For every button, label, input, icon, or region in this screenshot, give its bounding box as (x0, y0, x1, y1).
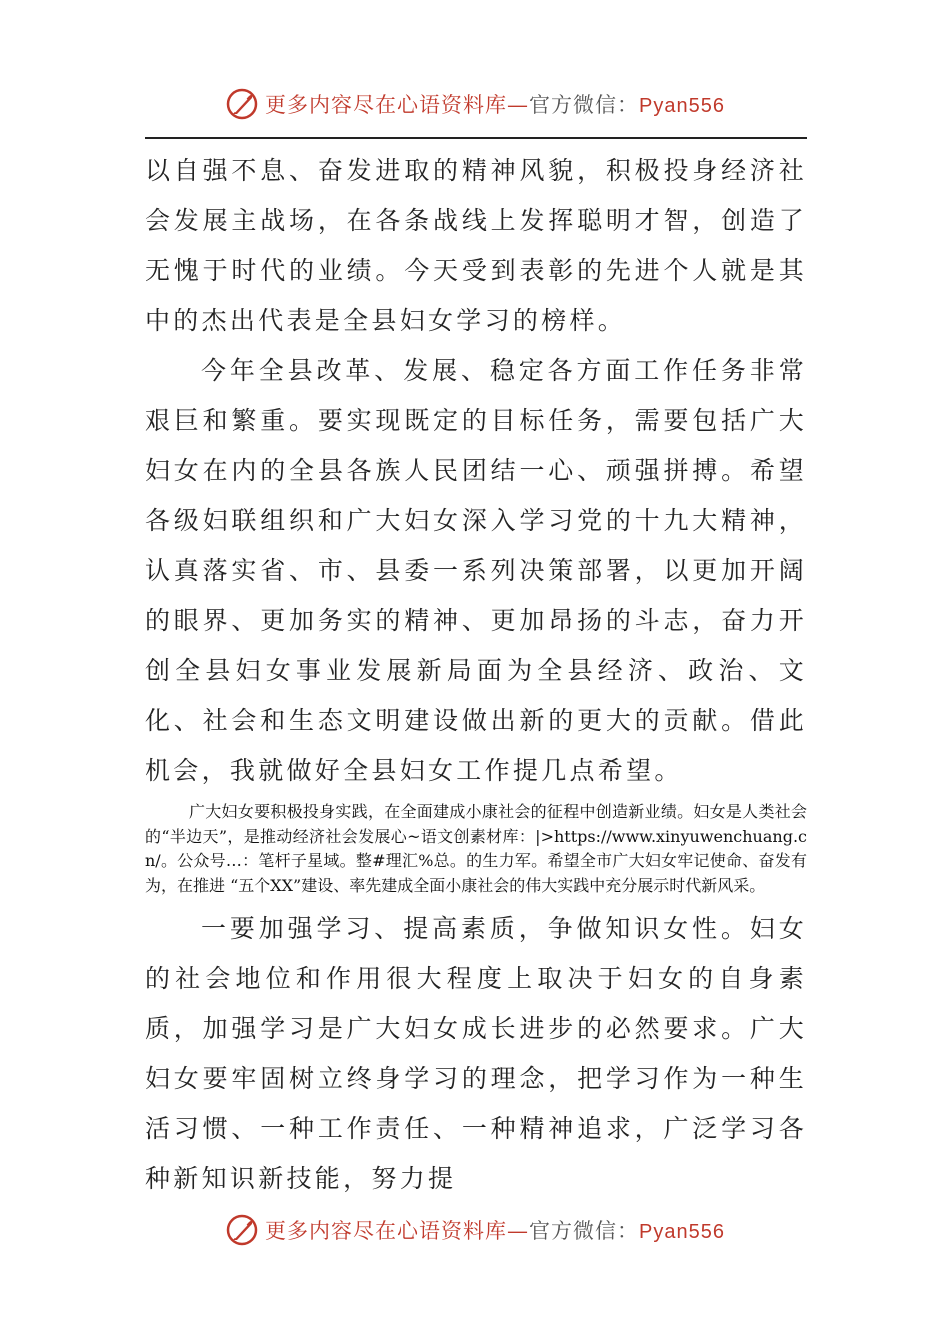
footer-wechat-id: Pyan556 (639, 1221, 725, 1243)
paragraph-1: 以自强不息、奋发进取的精神风貌，积极投身经济社会发展主战场，在各条战线上发挥聪明才智，创造了无愧于时代的业绩。今天受到表彰的先进个人就是其中的杰出代表是全县妇女学习的榜样。 (145, 156, 807, 335)
document-body (145, 146, 807, 1204)
quill-logo-icon (225, 87, 259, 121)
header-banner (0, 84, 950, 124)
footer-dash: — (507, 1219, 530, 1243)
paragraph-2: 今年全县改革、发展、稳定各方面工作任务非常艰巨和繁重。要实现既定的目标任务，需要包括广大妇女在内的全县各族人民团结一心、顽强拼搏。希望各级妇联组织和广大妇女深入学习党的十九大精神，认真落实省、市、县委一系列决策部署，以更加开阔的眼界、更加务实的精神、更加昂扬的斗志，奋力开创全县妇女事业发展新局面为全县经济、政治、文化、社会和生态文明建设做出新的更大的贡献。借此机会，我就做好全县妇女工作提几点希望。 (145, 356, 807, 785)
footer-label: 官方微信： (529, 1219, 640, 1243)
header-label: 官方微信： (529, 93, 640, 117)
header-dash: — (507, 93, 530, 117)
footer-slogan: 更多内容尽在心语资料库 (265, 1219, 508, 1243)
header-wechat-id: Pyan556 (639, 95, 725, 117)
paragraph-4: 一要加强学习、提高素质，争做知识女性。妇女的社会地位和作用很大程度上取决于妇女的自身素质，加强学习是广大妇女成长进步的必然要求。广大妇女要牢固树立终身学习的理念，把学习作为一种生活习惯、一种工作责任、一种精神追求，广泛学习各种新知识新技能，努力提 (145, 914, 807, 1193)
header-text (265, 89, 725, 119)
quill-logo-icon (225, 1213, 259, 1247)
header-slogan: 更多内容尽在心语资料库 (265, 93, 508, 117)
footer-banner (0, 1210, 950, 1250)
header-divider (145, 137, 807, 139)
paragraph-3-small: 广大妇女要积极投身实践，在全面建成小康社会的征程中创造新业绩。妇女是人类社会的“半边天”，是推动经济社会发展心~语文创素材库：|>https://www.xinyuwenchuang.cn/。公众号…：笔杆子星域。整#理汇%总。的生力军。希望全市广大妇女牢记使命、奋发有为，在推进 “五个XX”建设、率先建成全面小康社会的伟大实践中充分展示时代新风采。 (145, 802, 807, 895)
footer-text (265, 1215, 725, 1245)
